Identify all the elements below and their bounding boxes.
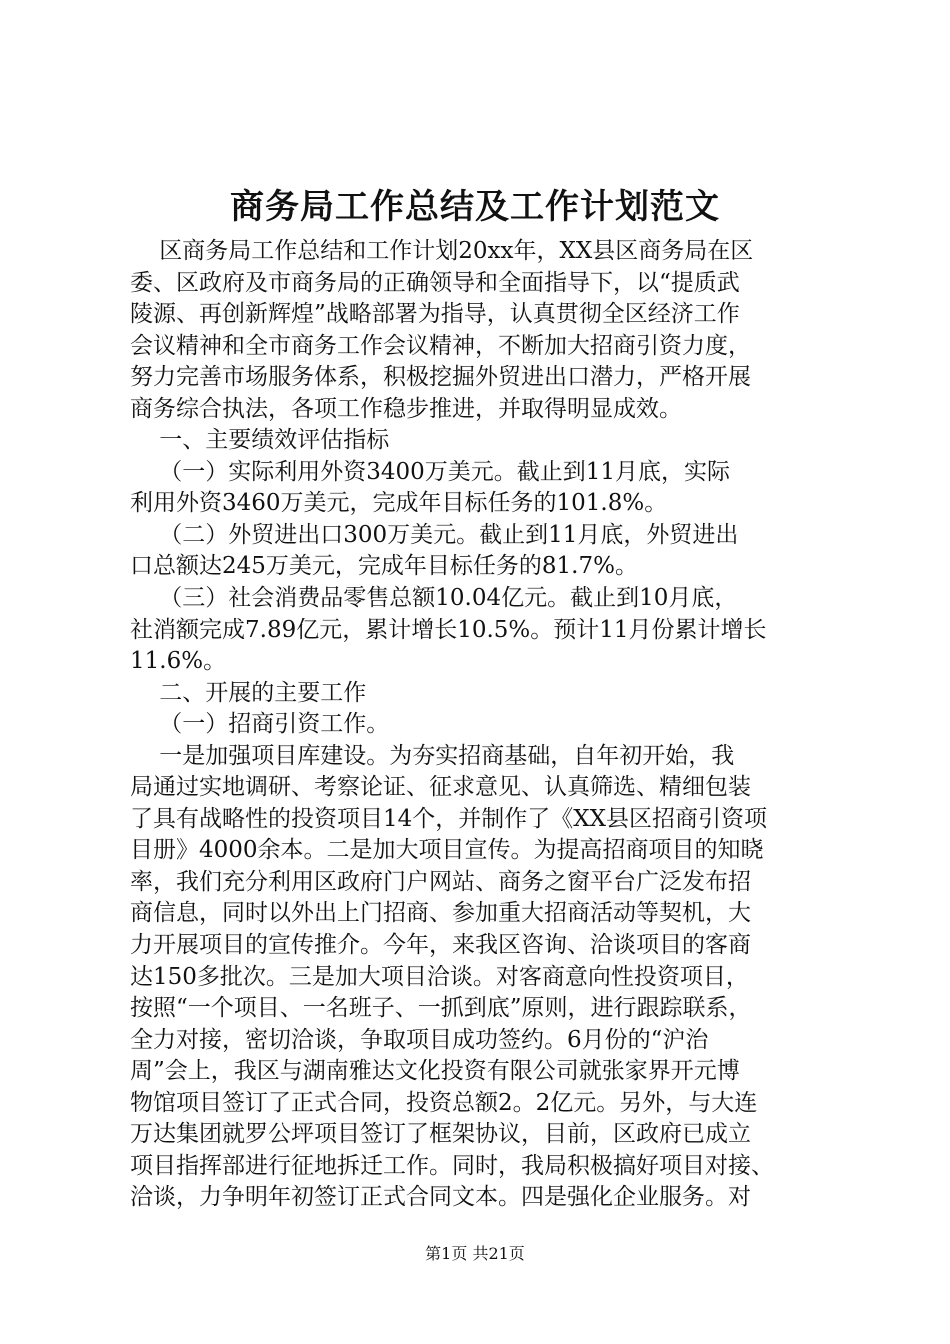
body-line: 局通过实地调研、考察论证、征求意见、认真筛选、精细包装 bbox=[130, 774, 751, 801]
body-line: 11.6%。 bbox=[130, 648, 227, 675]
body-line: 一是加强项目库建设。为夯实招商基础，自年初开始，我 bbox=[130, 742, 735, 769]
body-line: （一）招商引资工作。 bbox=[130, 711, 390, 738]
body-line: 率，我们充分利用区政府门户网站、商务之窗平台广泛发布招 bbox=[130, 868, 751, 895]
body-line: 努力完善市场服务体系，积极挖掘外贸进出口潜力，严格开展 bbox=[130, 364, 751, 391]
body-line: 洽谈，力争明年初签订正式合同文本。四是强化企业服务。对 bbox=[130, 1184, 751, 1211]
body-line: （二）外贸进出口300万美元。截止到11月底，外贸进出 bbox=[130, 521, 739, 548]
body-line: 陵源、再创新辉煌”战略部署为指导，认真贯彻全区经济工作 bbox=[130, 301, 740, 328]
document-title: 商务局工作总结及工作计划范文 bbox=[230, 187, 720, 227]
page-footer: 第1页 共21页 bbox=[425, 1244, 525, 1263]
document-body bbox=[130, 236, 830, 1214]
body-line: 了具有战略性的投资项目14个，并制作了《XX县区招商引资项 bbox=[130, 805, 768, 832]
body-line: 口总额达245万美元，完成年目标任务的81.7%。 bbox=[130, 553, 638, 580]
body-line: 目册》4000余本。二是加大项目宣传。为提高招商项目的知晓 bbox=[130, 837, 764, 864]
body-line: 二、开展的主要工作 bbox=[130, 679, 367, 706]
body-line: 委、区政府及市商务局的正确领导和全面指导下，以“提质武 bbox=[130, 269, 740, 296]
body-line: 区商务局工作总结和工作计划20xx年，XX县区商务局在区 bbox=[130, 238, 754, 264]
body-line: 会议精神和全市商务工作会议精神，不断加大招商引资力度， bbox=[130, 332, 751, 359]
body-line: 一、主要绩效评估指标 bbox=[130, 427, 390, 454]
body-line: 项目指挥部进行征地拆迁工作。同时，我局积极搞好项目对接、 bbox=[130, 1152, 774, 1179]
body-line: 力开展项目的宣传推介。今年，来我区咨询、洽谈项目的客商 bbox=[130, 932, 751, 959]
body-line: （三）社会消费品零售总额10.04亿元。截止到10月底， bbox=[130, 585, 738, 612]
body-line: 商务综合执法，各项工作稳步推进，并取得明显成效。 bbox=[130, 395, 682, 422]
body-line: 物馆项目签订了正式合同，投资总额2。2亿元。另外，与大连 bbox=[130, 1089, 758, 1116]
body-line: 利用外资3460万美元，完成年目标任务的101.8%。 bbox=[130, 490, 668, 517]
body-line: 按照“一个项目、一名班子、一抓到底”原则，进行跟踪联系， bbox=[130, 995, 752, 1022]
body-line: 万达集团就罗公坪项目签订了框架协议，目前，区政府已成立 bbox=[130, 1121, 751, 1148]
body-line: 周”会上，我区与湖南雅达文化投资有限公司就张家界开元博 bbox=[130, 1058, 740, 1085]
body-line: 达150多批次。三是加大项目洽谈。对客商意向性投资项目， bbox=[130, 963, 749, 990]
body-line: 社消额完成7.89亿元，累计增长10.5%。预计11月份累计增长 bbox=[130, 616, 767, 643]
body-line: 全力对接，密切洽谈，争取项目成功签约。6月份的“沪治 bbox=[130, 1026, 709, 1053]
body-line: （一）实际利用外资3400万美元。截止到11月底，实际 bbox=[130, 458, 731, 485]
body-line: 商信息，同时以外出上门招商、参加重大招商活动等契机，大 bbox=[130, 900, 751, 927]
